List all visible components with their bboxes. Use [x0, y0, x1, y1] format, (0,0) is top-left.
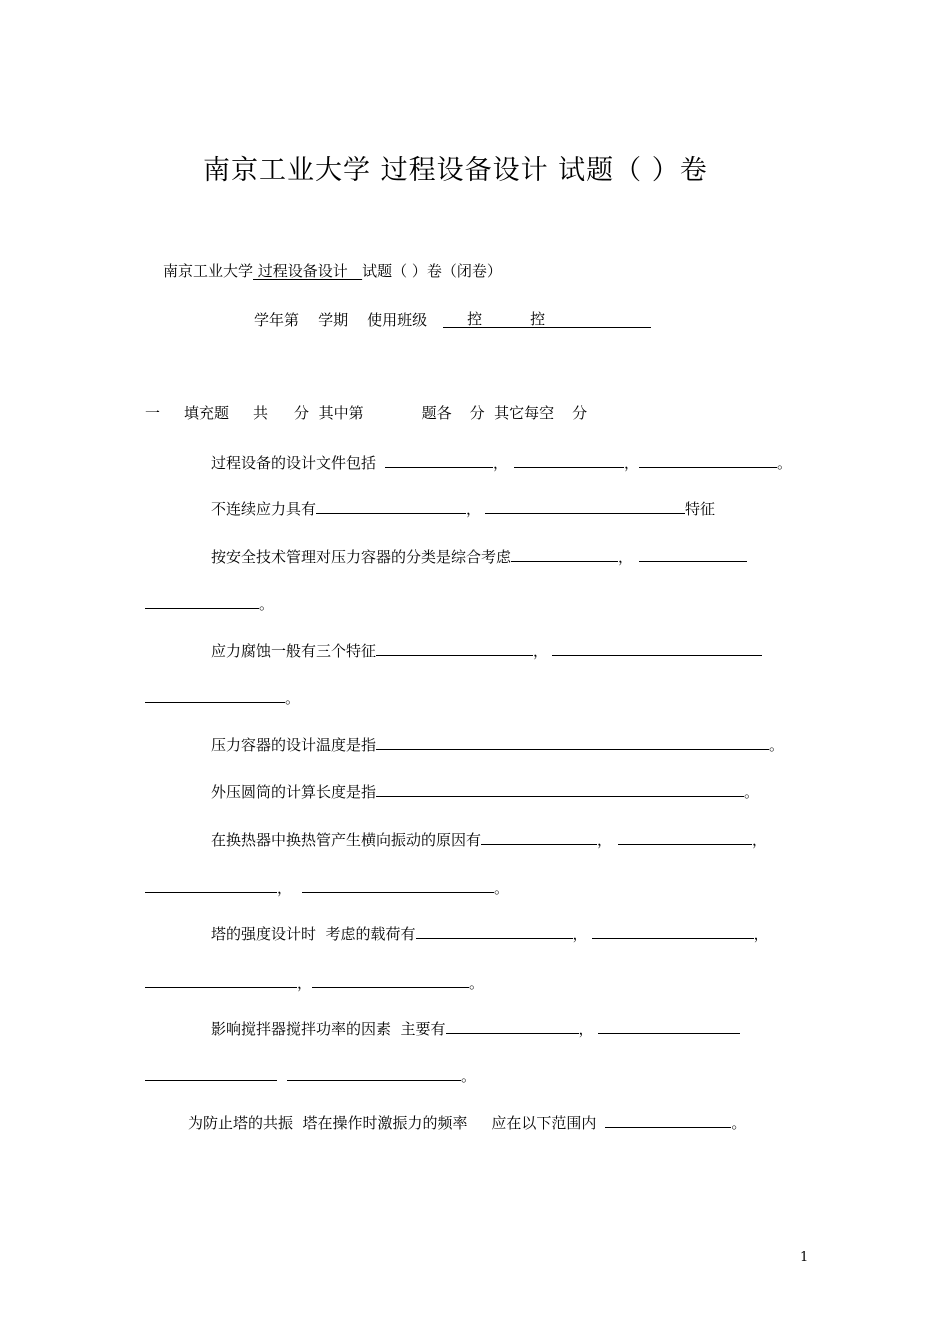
separator: ，	[578, 1020, 594, 1038]
separator: ，	[572, 925, 588, 943]
answer-blank[interactable]	[145, 592, 259, 609]
page-title: 南京工业大学 过程设备设计 试题（ ）卷	[203, 155, 708, 186]
term-label: 学年第 学期 使用班级	[254, 311, 428, 329]
question-9-continued	[145, 1064, 476, 1086]
terminator: 。	[744, 783, 760, 801]
separator: ，	[533, 642, 549, 660]
page-number: 1	[800, 1250, 809, 1265]
answer-blank[interactable]	[376, 780, 744, 797]
question-text: 塔的强度设计时 考虑的载荷有	[211, 925, 416, 943]
separator: ，	[297, 974, 313, 992]
answer-blank[interactable]	[145, 876, 277, 893]
answer-blank[interactable]	[302, 876, 494, 893]
question-9	[211, 1017, 740, 1039]
answer-blank[interactable]	[639, 451, 777, 468]
answer-blank[interactable]	[385, 451, 493, 468]
answer-blank[interactable]	[145, 1064, 277, 1081]
separator: ，	[597, 831, 613, 849]
question-4-continued	[145, 686, 300, 708]
question-7-continued	[145, 876, 509, 898]
school-name: 南京工业大学	[163, 262, 254, 280]
terminator: 。	[285, 689, 301, 707]
separator: ，	[618, 548, 634, 566]
terminator: 。	[731, 1114, 747, 1132]
separator: ，	[277, 879, 293, 897]
class-value-1: 控	[467, 310, 483, 328]
answer-blank[interactable]	[446, 1017, 579, 1034]
section-total-label: 共	[253, 404, 269, 422]
separator: ，	[624, 454, 640, 472]
section-name: 填充题	[184, 404, 230, 422]
section-number: 一	[145, 404, 161, 422]
term-line	[254, 309, 651, 330]
question-text: 不连续应力具有	[211, 500, 317, 518]
answer-blank[interactable]	[511, 545, 618, 562]
answer-blank[interactable]	[592, 922, 754, 939]
question-1	[211, 451, 792, 473]
question-text: 在换热器中换热管产生横向振动的原因有	[211, 831, 482, 849]
question-5	[211, 733, 784, 755]
question-text: 影响搅拌器搅拌功率的因素 主要有	[211, 1020, 446, 1038]
question-8-continued	[145, 971, 484, 993]
answer-blank[interactable]	[376, 733, 769, 750]
class-value-2: 控	[530, 310, 546, 328]
terminator: 。	[461, 1067, 477, 1085]
separator: ，	[752, 831, 768, 849]
answer-blank[interactable]	[514, 451, 624, 468]
question-3	[211, 545, 747, 567]
answer-blank[interactable]	[312, 971, 469, 988]
answer-blank[interactable]	[485, 497, 685, 514]
course-name: 过程设备设计	[253, 262, 363, 280]
section-other-label: 分 其它每空	[469, 404, 555, 422]
question-7	[211, 828, 767, 850]
class-field[interactable]	[443, 309, 651, 328]
question-text: 为防止塔的共振 塔在操作时激振力的频率 应在以下范围内	[188, 1114, 597, 1132]
question-text: 应力腐蚀一般有三个特征	[211, 642, 377, 660]
question-8	[211, 922, 769, 944]
separator: ，	[753, 925, 769, 943]
answer-blank[interactable]	[145, 971, 297, 988]
question-2	[211, 497, 715, 519]
section-header	[145, 403, 587, 423]
terminator: 特征	[685, 500, 716, 518]
answer-blank[interactable]	[376, 639, 533, 656]
section-each-label: 题各	[421, 404, 452, 422]
answer-blank[interactable]	[145, 686, 285, 703]
terminator: 。	[259, 595, 275, 613]
question-text: 外压圆筒的计算长度是指	[211, 783, 377, 801]
answer-blank[interactable]	[598, 1017, 740, 1034]
separator: ，	[493, 454, 509, 472]
terminator: 。	[769, 736, 785, 754]
question-3-continued	[145, 592, 274, 614]
question-4	[211, 639, 762, 661]
question-text: 压力容器的设计温度是指	[211, 736, 377, 754]
answer-blank[interactable]	[552, 639, 762, 656]
exam-type: 试题（ ）卷（闭卷）	[362, 262, 502, 280]
terminator: 。	[494, 879, 510, 897]
answer-blank[interactable]	[605, 1111, 731, 1128]
answer-blank[interactable]	[481, 828, 597, 845]
separator: ，	[466, 500, 482, 518]
question-text: 过程设备的设计文件包括	[211, 454, 377, 472]
answer-blank[interactable]	[618, 828, 752, 845]
answer-blank[interactable]	[316, 497, 466, 514]
answer-blank[interactable]	[416, 922, 573, 939]
section-points-end: 分	[572, 404, 588, 422]
answer-blank[interactable]	[639, 545, 747, 562]
question-10	[188, 1111, 746, 1133]
question-text: 按安全技术管理对压力容器的分类是综合考虑	[211, 548, 512, 566]
exam-header	[163, 261, 502, 281]
section-points-label: 分 其中第	[294, 404, 364, 422]
terminator: 。	[777, 454, 793, 472]
question-6	[211, 780, 759, 802]
answer-blank[interactable]	[287, 1064, 461, 1081]
terminator: 。	[469, 974, 485, 992]
